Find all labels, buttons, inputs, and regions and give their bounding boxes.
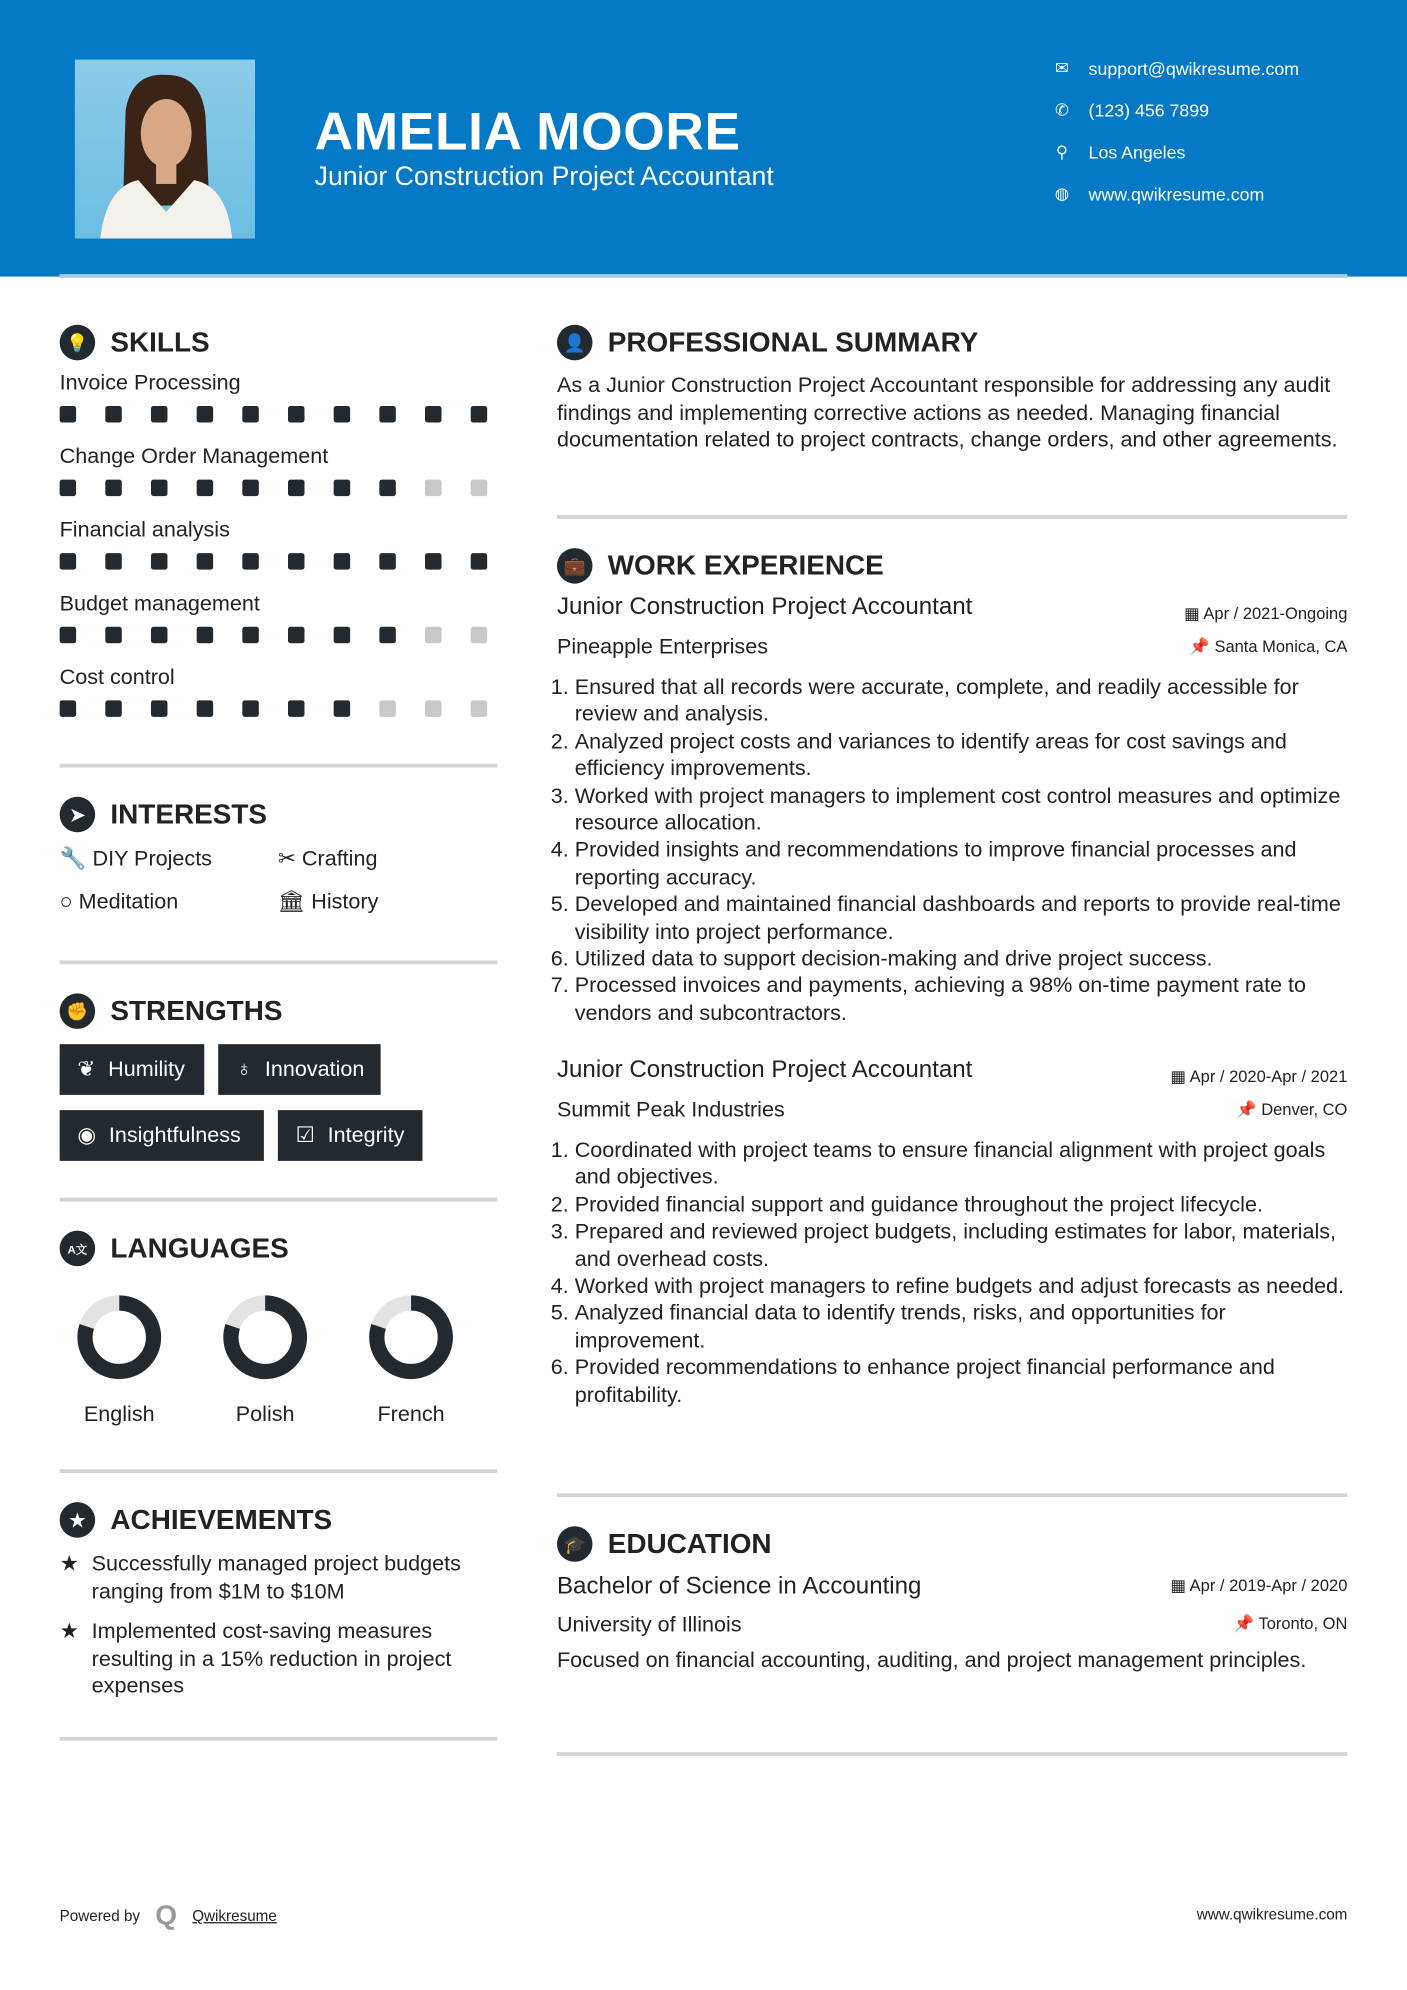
rating-dot [60, 480, 76, 496]
interests-heading [60, 797, 267, 833]
footer-url[interactable]: www.qwikresume.com [1196, 1905, 1348, 1924]
rating-dot [242, 406, 258, 422]
divider [557, 1752, 1347, 1756]
rating-dot [379, 700, 395, 716]
skill-item [60, 444, 498, 518]
rating-dot [379, 406, 395, 422]
skill-rating [60, 553, 498, 569]
rating-dot [288, 406, 304, 422]
strengths-heading-text: STRENGTHS [110, 994, 283, 1027]
location-text: Santa Monica, CA [1214, 636, 1348, 656]
fist-icon: ✊ [60, 993, 96, 1029]
job-bullet: 2. Analyzed project costs and variances to identify areas for cost savings and efficiency improvements. [575, 728, 1348, 782]
language-icon: A文 [60, 1231, 96, 1267]
paper-plane-icon: ➤ [60, 797, 96, 833]
footer-powered [60, 1899, 277, 1932]
email-text: support@qwikresume.com [1088, 58, 1300, 79]
rating-dot [334, 480, 350, 496]
language-donut [354, 1294, 468, 1383]
language-donut [62, 1294, 176, 1383]
rating-dot [60, 406, 76, 422]
rating-dot [105, 553, 121, 569]
degree: Bachelor of Science in Accounting [556, 1573, 922, 1600]
school: University of Illinois [556, 1612, 742, 1637]
calendar-icon: ▦ [1170, 1575, 1190, 1595]
rating-dot [334, 553, 350, 569]
rating-dot [471, 406, 487, 422]
map-pin-icon: ⚲ [1055, 142, 1068, 162]
rating-dot [105, 627, 121, 643]
star-icon: ★ [59, 1551, 79, 1576]
education-text: Focused on financial accounting, auditing, and project management principles. [556, 1648, 1307, 1673]
achievements-heading-text: ACHIEVEMENTS [110, 1503, 333, 1536]
interest-label: History [311, 889, 379, 914]
skill-rating [60, 480, 498, 496]
divider [557, 515, 1347, 519]
interest-item [278, 888, 379, 915]
eye-icon: ◉ [77, 1122, 97, 1147]
date-text: Apr / 2019-Apr / 2020 [1189, 1575, 1348, 1595]
rating-dot [334, 627, 350, 643]
job-bullet: 5. Analyzed financial data to identify trends, risks, and opportunities for improvement. [575, 1300, 1348, 1354]
rating-dot [242, 480, 258, 496]
pin-icon: 📌 [1236, 1099, 1262, 1120]
interest-label: Meditation [78, 889, 179, 914]
languages-heading [60, 1231, 289, 1267]
skill-item [60, 518, 498, 592]
job-location [1189, 637, 1347, 657]
rating-dot [471, 553, 487, 569]
divider [60, 1198, 498, 1202]
language-item [354, 1294, 468, 1427]
skill-item [60, 665, 498, 739]
education-date [1170, 1576, 1347, 1596]
rating-dot [105, 480, 121, 496]
rating-dot [471, 480, 487, 496]
language-label: Polish [235, 1401, 295, 1427]
rating-dot [471, 627, 487, 643]
strengths-heading [60, 993, 283, 1029]
website-text: www.qwikresume.com [1088, 183, 1265, 205]
strength-label: Insightfulness [108, 1122, 241, 1147]
job-bullet: 3. Prepared and reviewed project budgets, including estimates for labor, materials, and overhead costs. [575, 1218, 1348, 1272]
star-icon: ★ [59, 1618, 79, 1643]
rating-dot [197, 480, 213, 496]
wrench-icon: 🔧 [59, 846, 87, 871]
job-bullet: 6. Provided recommendations to enhance project financial performance and profitability. [575, 1354, 1348, 1408]
candidate-title: Junior Construction Project Accountant [314, 162, 774, 192]
language-item [62, 1294, 176, 1427]
pin-icon: 📌 [1189, 636, 1215, 656]
scissors-icon: ✂ [277, 846, 296, 871]
job-bullet: 6. Utilized data to support decision-making and drive project success. [575, 945, 1348, 972]
skill-rating [60, 627, 498, 643]
job-bullet: 7. Processed invoices and payments, achieving a 98% on-time payment rate to vendors and subcontractors. [575, 972, 1348, 1026]
achievement-item [60, 1618, 498, 1700]
rating-dot [151, 700, 167, 716]
strength-tag [60, 1110, 264, 1161]
skill-name: Change Order Management [59, 444, 329, 469]
skills-heading-text: SKILLS [110, 326, 210, 358]
skill-name: Budget management [59, 591, 260, 616]
date-text: Apr / 2020-Apr / 2021 [1189, 1066, 1348, 1087]
language-donut [208, 1294, 322, 1383]
graduation-icon: 🎓 [557, 1526, 593, 1562]
rating-dot [288, 627, 304, 643]
skill-item [60, 370, 498, 444]
star-icon: ★ [60, 1502, 96, 1538]
skills-list [60, 370, 498, 738]
rating-dot [288, 553, 304, 569]
job-bullet: 5. Developed and maintained financial dashboards and reports to provide real-time visibility into project performance. [575, 891, 1348, 945]
rating-dot [379, 480, 395, 496]
rating-dot [242, 553, 258, 569]
job-bullet: 1. Coordinated with project teams to ensure financial alignment with project goals and objectives. [575, 1137, 1348, 1191]
strength-label: Integrity [327, 1122, 405, 1147]
rating-dot [242, 627, 258, 643]
envelope-icon: ✉ [1055, 58, 1069, 78]
job-bullets [557, 674, 1347, 1027]
rating-dot [379, 627, 395, 643]
company: Summit Peak Industries [556, 1097, 785, 1122]
rating-dot [151, 406, 167, 422]
summary-text: As a Junior Construction Project Accountant responsible for addressing any audit findings and implementing corrective actions as needed. Managing financial documentation related to project contracts, change orders, and other agreements. [556, 373, 1338, 452]
calendar-icon: ▦ [1184, 603, 1204, 623]
rating-dot [425, 627, 441, 643]
rating-dot [60, 627, 76, 643]
experience-heading [557, 548, 884, 584]
phone-icon: ✆ [1055, 100, 1069, 120]
location-text: Denver, CO [1261, 1099, 1348, 1120]
skill-name: Cost control [59, 664, 175, 689]
rating-dot [379, 553, 395, 569]
location-text: Los Angeles [1088, 142, 1186, 163]
experience-heading-text: WORK EXPERIENCE [607, 549, 884, 582]
rating-dot [425, 553, 441, 569]
rating-dot [288, 480, 304, 496]
skill-rating [60, 406, 498, 422]
languages-heading-text: LANGUAGES [110, 1231, 289, 1264]
skill-name: Financial analysis [59, 517, 230, 542]
header-divider [60, 274, 1348, 278]
rating-dot [334, 406, 350, 422]
location-text: Toronto, ON [1258, 1613, 1348, 1633]
rating-dot [197, 553, 213, 569]
strength-tag [278, 1110, 423, 1161]
lightbulb-icon: ♁ [235, 1056, 253, 1081]
rating-dot [334, 700, 350, 716]
skill-name: Invoice Processing [59, 370, 241, 395]
strength-tag [60, 1044, 205, 1095]
rating-dot [151, 480, 167, 496]
rating-dot [425, 700, 441, 716]
language-item [208, 1294, 322, 1427]
rating-dot [288, 700, 304, 716]
contact-email[interactable] [1053, 58, 1299, 78]
strength-label: Innovation [264, 1056, 365, 1081]
user-icon: 👤 [557, 325, 593, 361]
phone-text: (123) 456 7899 [1088, 100, 1210, 121]
candidate-name: AMELIA MOORE [314, 101, 741, 162]
brand-link[interactable]: Qwikresume [192, 1906, 277, 1925]
interest-item [60, 888, 179, 915]
check-square-icon: ☑ [295, 1122, 315, 1147]
skill-item [60, 591, 498, 665]
profile-photo [75, 60, 255, 239]
contact-location [1053, 142, 1185, 162]
divider [60, 1469, 498, 1473]
rating-dot [197, 406, 213, 422]
education-heading-text: EDUCATION [607, 1527, 772, 1560]
rating-dot [151, 627, 167, 643]
company: Pineapple Enterprises [556, 634, 768, 659]
rating-dot [197, 627, 213, 643]
job-date [1170, 1067, 1347, 1087]
calendar-icon: ▦ [1170, 1066, 1190, 1087]
education-location [1234, 1614, 1348, 1634]
job-bullet: 4. Provided insights and recommendations to improve financial processes and reporting accuracy. [575, 837, 1348, 891]
interests-heading-text: INTERESTS [110, 798, 268, 830]
skills-heading [60, 325, 210, 361]
job-title: Junior Construction Project Accountant [556, 593, 973, 621]
job-bullet: 3. Worked with project managers to implement cost control measures and optimize resource allocation. [575, 782, 1348, 836]
contact-website[interactable] [1053, 184, 1264, 204]
rating-dot [105, 700, 121, 716]
rating-dot [197, 700, 213, 716]
summary-heading-text: PROFESSIONAL SUMMARY [607, 326, 979, 358]
interest-item [60, 845, 212, 872]
leaf-icon: ❦ [77, 1056, 96, 1081]
pin-icon: 📌 [1233, 1613, 1259, 1633]
achievement-text: Implemented cost-saving measures resulting in a 15% reduction in project expenses [91, 1618, 452, 1698]
divider [60, 1737, 498, 1741]
job-bullet: 4. Worked with project managers to refine budgets and adjust forecasts as needed. [575, 1273, 1348, 1300]
rating-dot [471, 700, 487, 716]
strength-label: Humility [108, 1056, 185, 1081]
divider [557, 1493, 1347, 1497]
summary-heading [557, 325, 978, 361]
achievement-text: Successfully managed project budgets ranging from $1M to $10M [91, 1551, 461, 1604]
qwikresume-logo-icon: Q [155, 1899, 177, 1931]
rating-dot [60, 553, 76, 569]
achievements-heading [60, 1502, 333, 1538]
job-bullet: 1. Ensured that all records were accurate, complete, and readily accessible for review and analysis. [575, 674, 1348, 728]
rating-dot [105, 406, 121, 422]
rating-dot [242, 700, 258, 716]
rating-dot [425, 480, 441, 496]
job-bullets [557, 1137, 1347, 1409]
rating-dot [425, 406, 441, 422]
globe-icon: ◍ [1054, 183, 1070, 203]
divider [60, 960, 498, 964]
job-bullet: 2. Provided financial support and guidance throughout the project lifecycle. [575, 1191, 1348, 1218]
job-title: Junior Construction Project Accountant [556, 1056, 973, 1084]
divider [60, 764, 498, 768]
contact-phone [1053, 100, 1209, 120]
date-text: Apr / 2021-Ongoing [1203, 603, 1348, 623]
briefcase-icon: 💼 [557, 548, 593, 584]
skill-rating [60, 700, 498, 716]
interest-label: DIY Projects [92, 846, 212, 871]
education-heading [557, 1526, 772, 1562]
interest-item [278, 845, 378, 872]
powered-by-text: Powered by [59, 1906, 141, 1925]
strength-tag [218, 1044, 380, 1095]
rating-dot [60, 700, 76, 716]
language-label: English [83, 1401, 155, 1427]
rating-dot [151, 553, 167, 569]
job-date [1184, 604, 1347, 624]
lightbulb-icon: 💡 [60, 325, 96, 361]
language-label: French [377, 1401, 445, 1427]
achievement-item [60, 1550, 498, 1605]
interest-label: Crafting [301, 846, 378, 871]
job-location [1236, 1100, 1347, 1120]
circle-icon: ○ [59, 889, 73, 914]
museum-icon: 🏛 [277, 889, 306, 914]
